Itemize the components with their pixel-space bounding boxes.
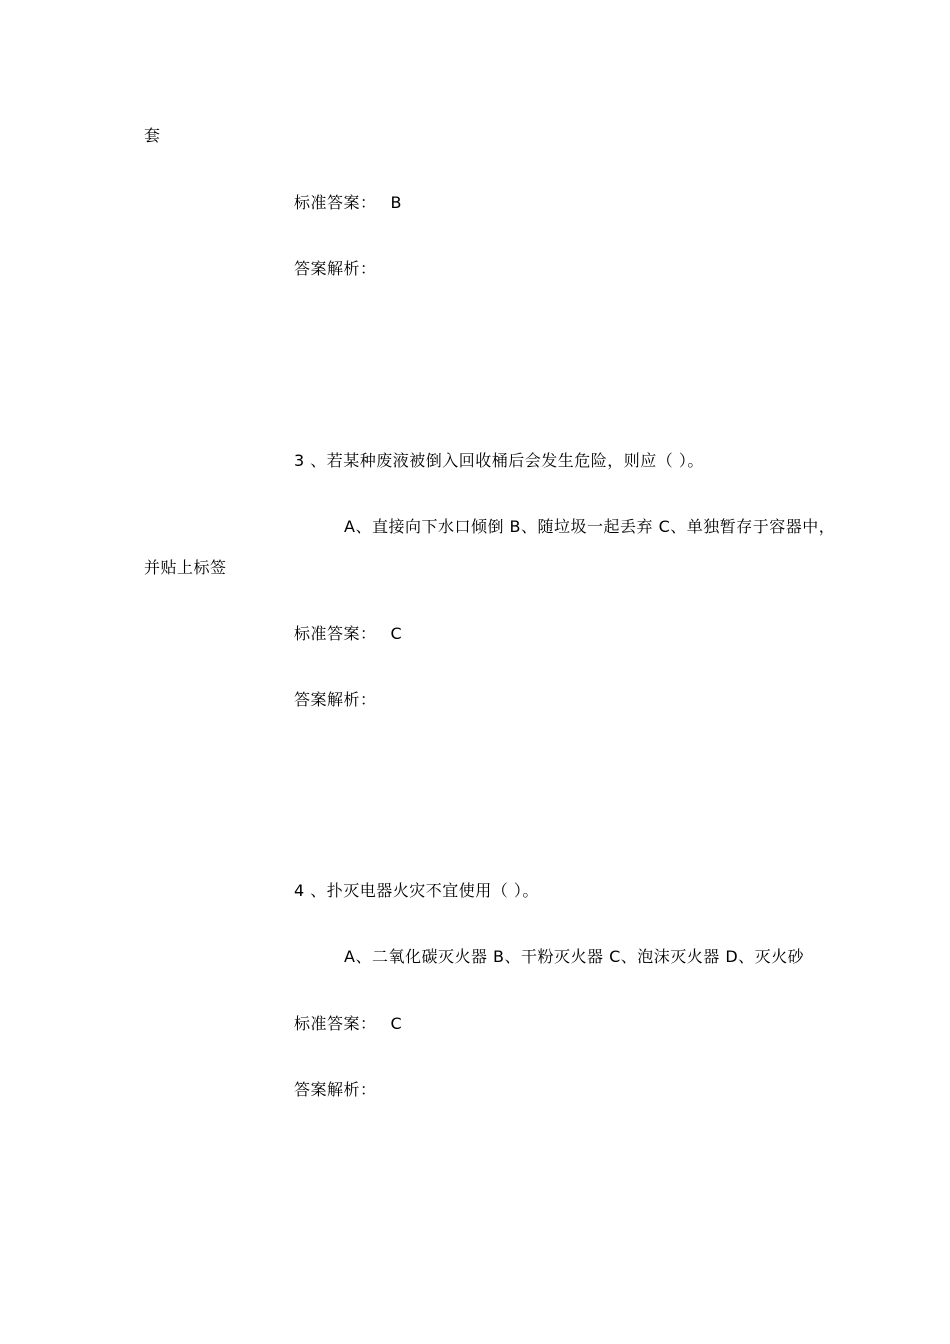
q2-answer-label: 标准答案： [294,193,377,212]
q3-explanation-label: 答案解析： [294,690,377,709]
q3-options-continuation: 并贴上标签 [144,558,227,577]
q3-answer-value: C [390,624,403,643]
q3-answer-label: 标准答案： [294,624,377,643]
q4-options: A、二氧化碳灭火器 B、干粉灭火器 C、泡沫灭火器 D、灭火砂 [344,947,805,966]
q4-question: 4 、扑灭电器火灾不宜使用（ ）。 [294,881,539,900]
q3-options: A、直接向下水口倾倒 B、随垃圾一起丢弃 C、单独暂存于容器中， [344,517,836,536]
q4-standard-answer [294,1014,402,1034]
q2-answer-value: B [390,193,402,212]
q4-answer-label: 标准答案： [294,1014,377,1033]
q3-standard-answer [294,624,402,644]
q2-standard-answer [294,193,402,213]
q4-answer-value: C [390,1014,403,1033]
q3-question: 3 、若某种废液被倒入回收桶后会发生危险，则应（ ）。 [294,451,704,470]
q4-explanation-label: 答案解析： [294,1080,377,1099]
q2-option-continuation: 套 [144,126,161,145]
q2-explanation-label: 答案解析： [294,259,377,278]
